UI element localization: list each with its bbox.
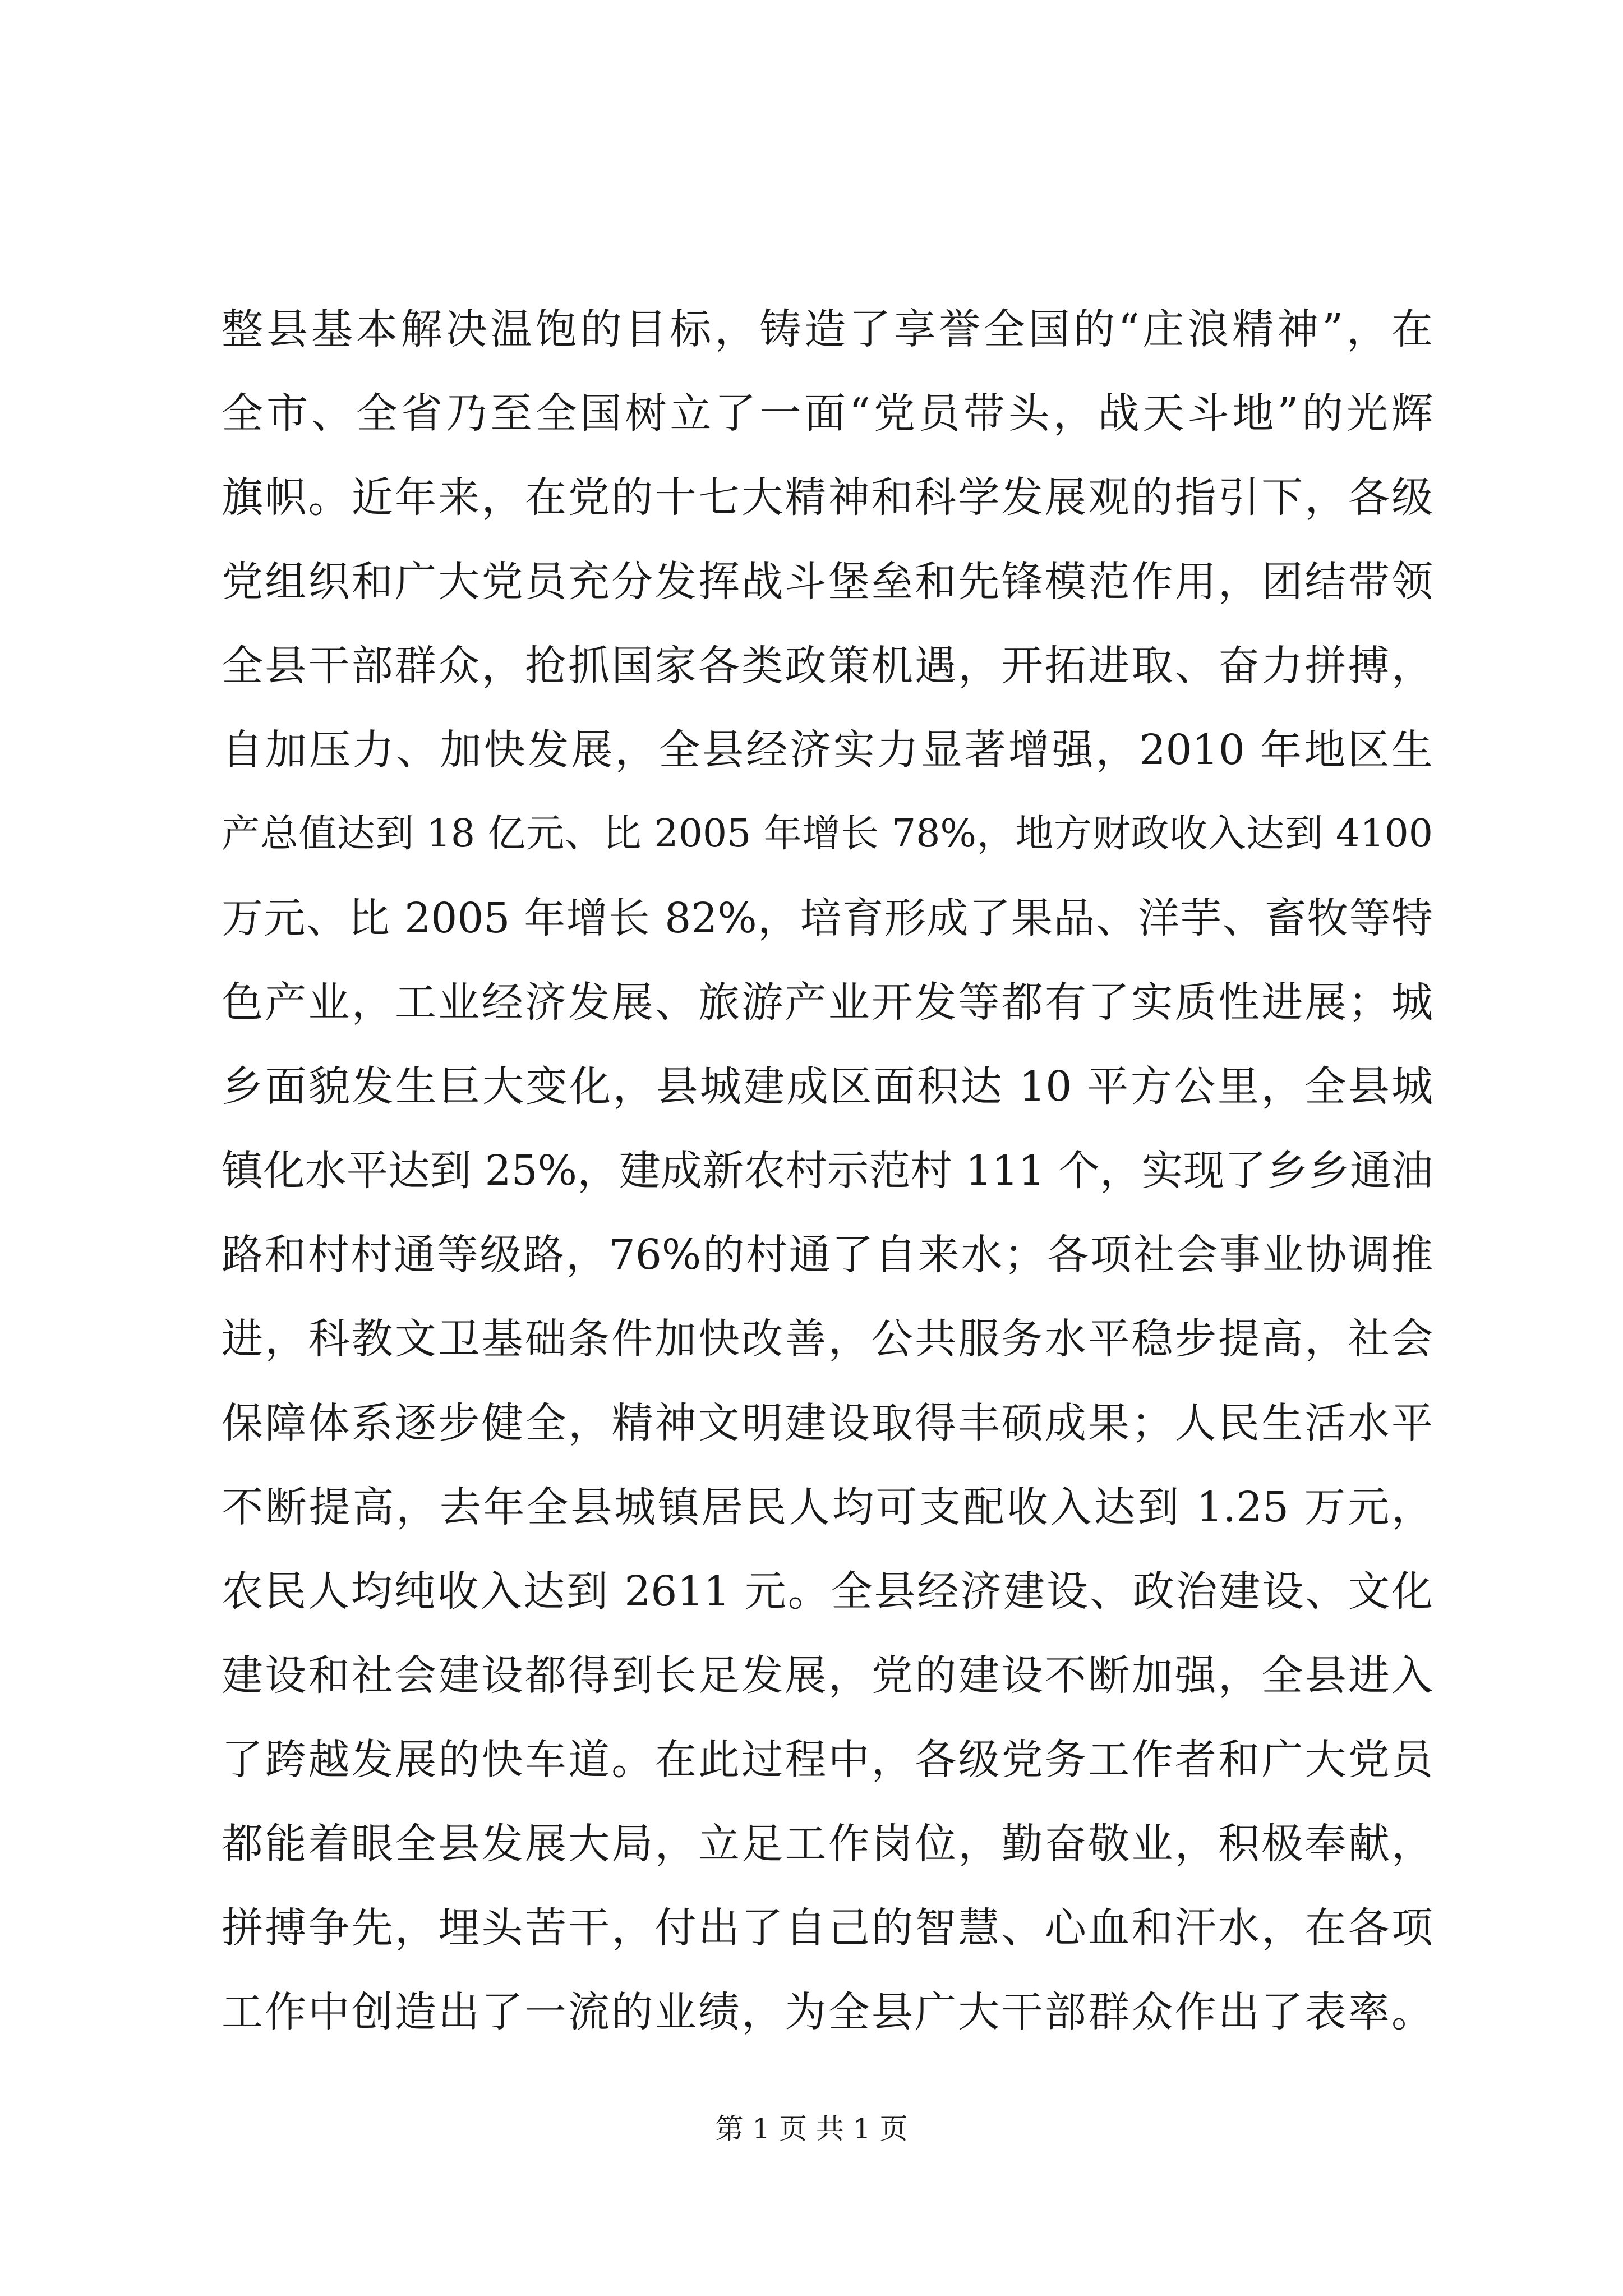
text-line: 都能着眼全县发展大局，立足工作岗位，勤奋敬业，积极奉献， [222, 1820, 1433, 1868]
text-line: 镇化水平达到 25%，建成新农村示范村 111 个，实现了乡乡通油 [222, 1147, 1433, 1195]
text-line: 党组织和广大党员充分发挥战斗堡垒和先锋模范作用，团结带领 [222, 558, 1433, 606]
text-line: 保障体系逐步健全，精神文明建设取得丰硕成果；人民生活水平 [222, 1399, 1433, 1447]
text-line: 不断提高，去年全县城镇居民人均可支配收入达到 1.25 万元， [222, 1483, 1433, 1531]
text-line: 拼搏争先，埋头苦干，付出了自己的智慧、心血和汗水，在各项 [222, 1904, 1433, 1952]
text-line: 全县干部群众，抢抓国家各类政策机遇，开拓进取、奋力拼搏， [222, 642, 1433, 690]
text-line: 旗帜。近年来，在党的十七大精神和科学发展观的指引下，各级 [222, 473, 1433, 522]
text-line: 进，科教文卫基础条件加快改善，公共服务水平稳步提高，社会 [222, 1315, 1433, 1363]
text-line: 万元、比 2005 年增长 82%，培育形成了果品、洋芋、畜牧等特 [222, 894, 1433, 942]
text-line: 乡面貌发生巨大变化，县城建成区面积达 10 平方公里，全县城 [222, 1062, 1433, 1111]
text-line: 产总值达到 18 亿元、比 2005 年增长 78%，地方财政收入达到 4100 [222, 812, 1433, 856]
text-line: 色产业，工业经济发展、旅游产业开发等都有了实质性进展；城 [222, 978, 1433, 1027]
text-line: 了跨越发展的快车道。在此过程中，各级党务工作者和广大党员 [222, 1736, 1433, 1784]
text-line: 全市、全省乃至全国树立了一面“党员带头，战天斗地”的光辉 [222, 389, 1433, 438]
text-line: 建设和社会建设都得到长足发展，党的建设不断加强，全县进入 [222, 1651, 1433, 1700]
page-number-footer: 第 1 页 共 1 页 [715, 2113, 908, 2145]
text-line: 整县基本解决温饱的目标，铸造了享誉全国的“庄浪精神”，在 [222, 305, 1433, 353]
text-line: 自加压力、加快发展，全县经济实力显著增强，2010 年地区生 [222, 726, 1433, 774]
text-line: 路和村村通等级路，76%的村通了自来水；各项社会事业协调推 [222, 1231, 1433, 1279]
text-line: 农民人均纯收入达到 2611 元。全县经济建设、政治建设、文化 [222, 1567, 1433, 1616]
body-paragraph [222, 287, 1433, 2054]
text-line: 工作中创造出了一流的业绩，为全县广大干部群众作出了表率。 [222, 1988, 1433, 2036]
